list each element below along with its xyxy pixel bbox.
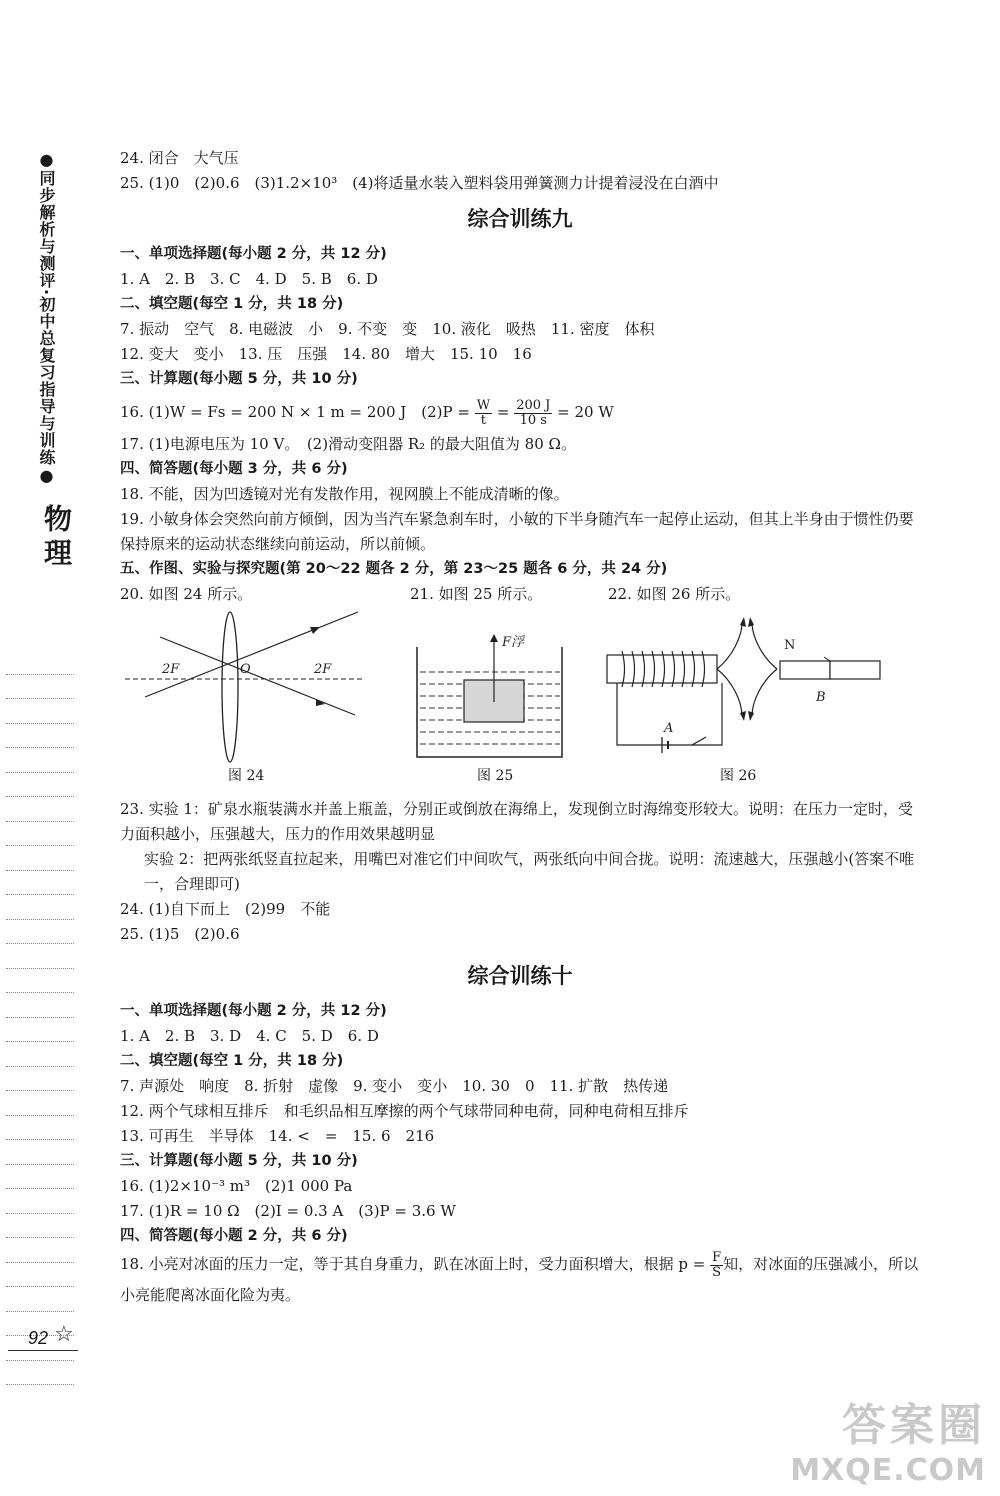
label-f-buoyancy: F浮	[502, 635, 525, 650]
star-icon: ☆	[54, 1322, 74, 1347]
answer-line: 25. (1)5 (2)0.6	[120, 925, 240, 943]
fraction	[514, 399, 552, 428]
formula-text: = 20 W	[552, 403, 614, 421]
section-heading: 二、填空题(每空 1 分，共 18 分)	[120, 1053, 344, 1069]
label-a: A	[664, 721, 674, 736]
label-o: O	[240, 662, 251, 677]
section-heading: 二、填空题(每空 1 分，共 18 分)	[120, 296, 344, 312]
answer-line: 12. 变大 变小 13. 压 压强 14. 80 增大 15. 10 16	[120, 345, 532, 363]
fraction-denominator: S	[712, 1264, 722, 1280]
series-title: ●同步解析与测评·初中总复习指导与训练●	[37, 150, 56, 487]
label-2f-right: 2F	[314, 662, 332, 677]
page-number: 92	[28, 1328, 49, 1348]
answer-20: 20. 如图 24 所示。	[120, 585, 253, 603]
answer-line: 24. 闭合 大气压	[120, 149, 239, 167]
fraction	[475, 399, 492, 428]
page-number-rule	[8, 1350, 78, 1351]
answer-line-18	[120, 1249, 920, 1309]
answer-line: 13. 可再生 半导体 14. < = 15. 6 216	[120, 1127, 435, 1145]
figure-25-buoyancy	[412, 632, 572, 762]
label-b: B	[816, 690, 826, 705]
answer-line: 25. (1)0 (2)0.6 (3)1.2×10³ (4)将适量水装入塑料袋用弹簧测力计提着浸没在白酒中	[120, 174, 719, 192]
section-heading: 四、简答题(每小题 2 分，共 6 分)	[120, 1228, 348, 1244]
subject-title: 物理	[40, 504, 73, 573]
fraction	[710, 1251, 723, 1280]
section-heading: 四、简答题(每小题 3 分，共 6 分)	[120, 461, 348, 477]
answer-line: 19. 小敏身体会突然向前方倾倒，因为当汽车紧急刹车时，小敏的下半身随汽车一起停止运动，但其上半身由于惯性仍要保持原来的运动状态继续向前运动，所以前倾。	[120, 510, 914, 553]
fraction-numerator: 200 J	[516, 397, 551, 413]
label-n: N	[784, 638, 796, 653]
section-heading: 五、作图、实验与探究题(第 20～22 题各 2 分，第 23～25 题各 6 分，共 24 分)	[120, 561, 668, 577]
answer-line: 17. (1)R = 10 Ω (2)I = 0.3 A (3)P = 3.6 W	[120, 1202, 456, 1220]
answer-line: 18. 不能，因为凹透镜对光有发散作用，视网膜上不能成清晰的像。	[120, 485, 569, 503]
section-heading: 一、单项选择题(每小题 2 分，共 12 分)	[120, 246, 387, 262]
answer-content	[120, 146, 920, 1309]
answer-line: 7. 振动 空气 8. 电磁波 小 9. 不变 变 10. 液化 吸热 11. 密度 体积	[120, 320, 655, 338]
answer-line: 7. 声源处 响度 8. 折射 虚像 9. 变小 变小 10. 30 0 11. 扩散 热传递	[120, 1077, 669, 1095]
answer-21: 21. 如图 25 所示。	[410, 585, 543, 603]
figure-25-caption: 图 25	[477, 768, 514, 784]
answer-line: 1. A 2. B 3. C 4. D 5. B 6. D	[120, 270, 378, 288]
watermark-url: MXQE.COM	[790, 1453, 986, 1488]
figure-26-caption: 图 26	[720, 768, 757, 784]
answer-line: 16. (1)2×10⁻³ m³ (2)1 000 Pa	[120, 1177, 353, 1195]
watermark-logo-text: 答案圈	[842, 1400, 986, 1451]
answer-line: 24. (1)自下而上 (2)99 不能	[120, 900, 331, 918]
formula-text: 16. (1)W = Fs = 200 N × 1 m = 200 J (2)P =	[120, 403, 475, 421]
answer-line: 1. A 2. B 3. D 4. C 5. D 6. D	[120, 1027, 379, 1045]
figure-row	[120, 607, 920, 797]
answer-line-20-22	[120, 582, 920, 607]
fraction-numerator: F	[712, 1249, 722, 1265]
fraction-numerator: W	[476, 397, 491, 413]
answer-line: 23. 实验 1：矿泉水瓶装满水并盖上瓶盖，分别正或倒放在海绵上，发现倒立时海绵变形较大。说明：在压力一定时，受力面积越小，压强越大，压力的作用效果越明显	[120, 800, 913, 843]
figure-24-caption: 图 24	[228, 768, 265, 784]
figure-24-lens	[120, 607, 370, 767]
section-heading: 三、计算题(每小题 5 分，共 10 分)	[120, 371, 358, 387]
section-heading: 一、单项选择题(每小题 2 分，共 12 分)	[120, 1003, 387, 1019]
answer-line-16	[120, 392, 920, 432]
formula-text: 18. 小亮对冰面的压力一定，等于其自身重力，趴在冰面上时，受力面积增大，根据 p =	[120, 1255, 711, 1273]
figure-26-electromagnet	[602, 617, 882, 767]
watermark	[790, 1389, 986, 1488]
answer-line: 12. 两个气球相互排斥 和毛织品相互摩擦的两个气球带同种电荷，同种电荷相互排斥	[120, 1102, 689, 1120]
answer-22: 22. 如图 26 所示。	[608, 585, 741, 603]
answer-line: 实验 2：把两张纸竖直拉起来，用嘴巴对准它们中间吹气，两张纸向中间合拢。说明：流速越大，压强越小(答案不唯一，合理即可)	[144, 850, 915, 893]
formula-text: 知，对冰面的压强减小，所以小亮能爬离冰面化险为夷。	[120, 1255, 919, 1304]
formula-text: =	[492, 403, 515, 421]
sidebar	[36, 150, 76, 572]
section-heading: 三、计算题(每小题 5 分，共 10 分)	[120, 1153, 358, 1169]
label-2f-left: 2F	[162, 662, 180, 677]
section-title-10: 综合训练十	[467, 964, 573, 988]
margin-note-lines	[6, 650, 74, 1385]
fraction-denominator: t	[480, 412, 487, 428]
answer-line: 17. (1)电源电压为 10 V。 (2)滑动变阻器 R₂ 的最大阻值为 80 Ω。	[120, 435, 576, 453]
section-title-9: 综合训练九	[467, 207, 573, 231]
fraction-denominator: 10 s	[519, 412, 547, 428]
